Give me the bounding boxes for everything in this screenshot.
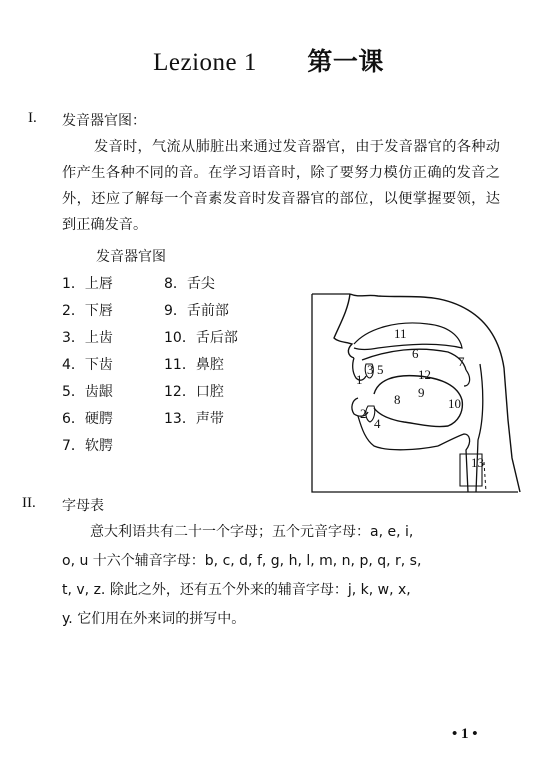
diagram-title: 发音器官图 xyxy=(96,249,166,265)
label-10: 10 xyxy=(448,396,461,411)
alphabet-line: y. 它们用在外来词的拼写中。 xyxy=(62,611,246,627)
organ-item: 13．声带 xyxy=(164,411,224,427)
organ-item: 5．齿龈 xyxy=(62,384,113,400)
organ-item: 7．软腭 xyxy=(62,438,113,454)
label-6: 6 xyxy=(412,346,419,361)
alphabet-paragraph xyxy=(62,518,502,634)
page-title xyxy=(0,42,537,78)
page-number: • 1 • xyxy=(452,726,478,742)
organ-item: 2．下唇 xyxy=(62,303,113,319)
organ-item: 1．上唇 xyxy=(62,276,113,292)
section-2-heading: 字母表 xyxy=(62,498,104,514)
organ-item: 4．下齿 xyxy=(62,357,113,373)
label-12: 12 xyxy=(418,367,431,382)
organ-item: 6．硬腭 xyxy=(62,411,113,427)
organ-item: 11．鼻腔 xyxy=(164,357,224,373)
title-latin: Lezione 1 xyxy=(153,49,257,76)
organ-item: 12．口腔 xyxy=(164,384,224,400)
diagram-frame xyxy=(312,294,518,492)
label-1: 1 xyxy=(356,372,363,387)
organ-item: 10．舌后部 xyxy=(164,330,238,346)
organ-item: 9．舌前部 xyxy=(164,303,229,319)
label-13: 13 xyxy=(471,455,484,470)
alphabet-line: o, u 十六个辅音字母：b, c, d, f, g, h, l, m, n, p, q, r, s, xyxy=(62,553,422,569)
alphabet-line: t, v, z. 除此之外，还有五个外来的辅音字母：j, k, w, x, xyxy=(62,582,411,598)
section-1-heading: 发音器官图： xyxy=(62,113,146,129)
label-5: 5 xyxy=(377,362,384,377)
section-1-number: I. xyxy=(28,110,37,126)
alphabet-line: 意大利语共有二十一个字母；五个元音字母：a, e, i, xyxy=(90,524,414,540)
section-1-paragraph: 发音时，气流从肺脏出来通过发音器官，由于发音器官的各种动作产生各种不同的音。在学习语音时，除了要努力模仿正确的发音之外，还应了解每一个音素发音时发音器官的部位，以便掌握要领，达到正确发音。 xyxy=(62,139,500,233)
vocal-organs-diagram xyxy=(308,290,524,498)
label-11: 11 xyxy=(394,326,407,341)
label-7: 7 xyxy=(458,354,465,369)
label-8: 8 xyxy=(394,392,401,407)
label-3: 3 xyxy=(367,362,374,377)
label-9: 9 xyxy=(418,385,425,400)
organ-item: 8．舌尖 xyxy=(164,276,215,292)
label-4: 4 xyxy=(374,416,381,431)
organ-item: 3．上齿 xyxy=(62,330,113,346)
title-chinese: 第一课 xyxy=(307,47,384,76)
section-2-number: II. xyxy=(22,495,36,511)
nose-outline xyxy=(334,294,354,358)
label-2: 2 xyxy=(360,406,367,421)
